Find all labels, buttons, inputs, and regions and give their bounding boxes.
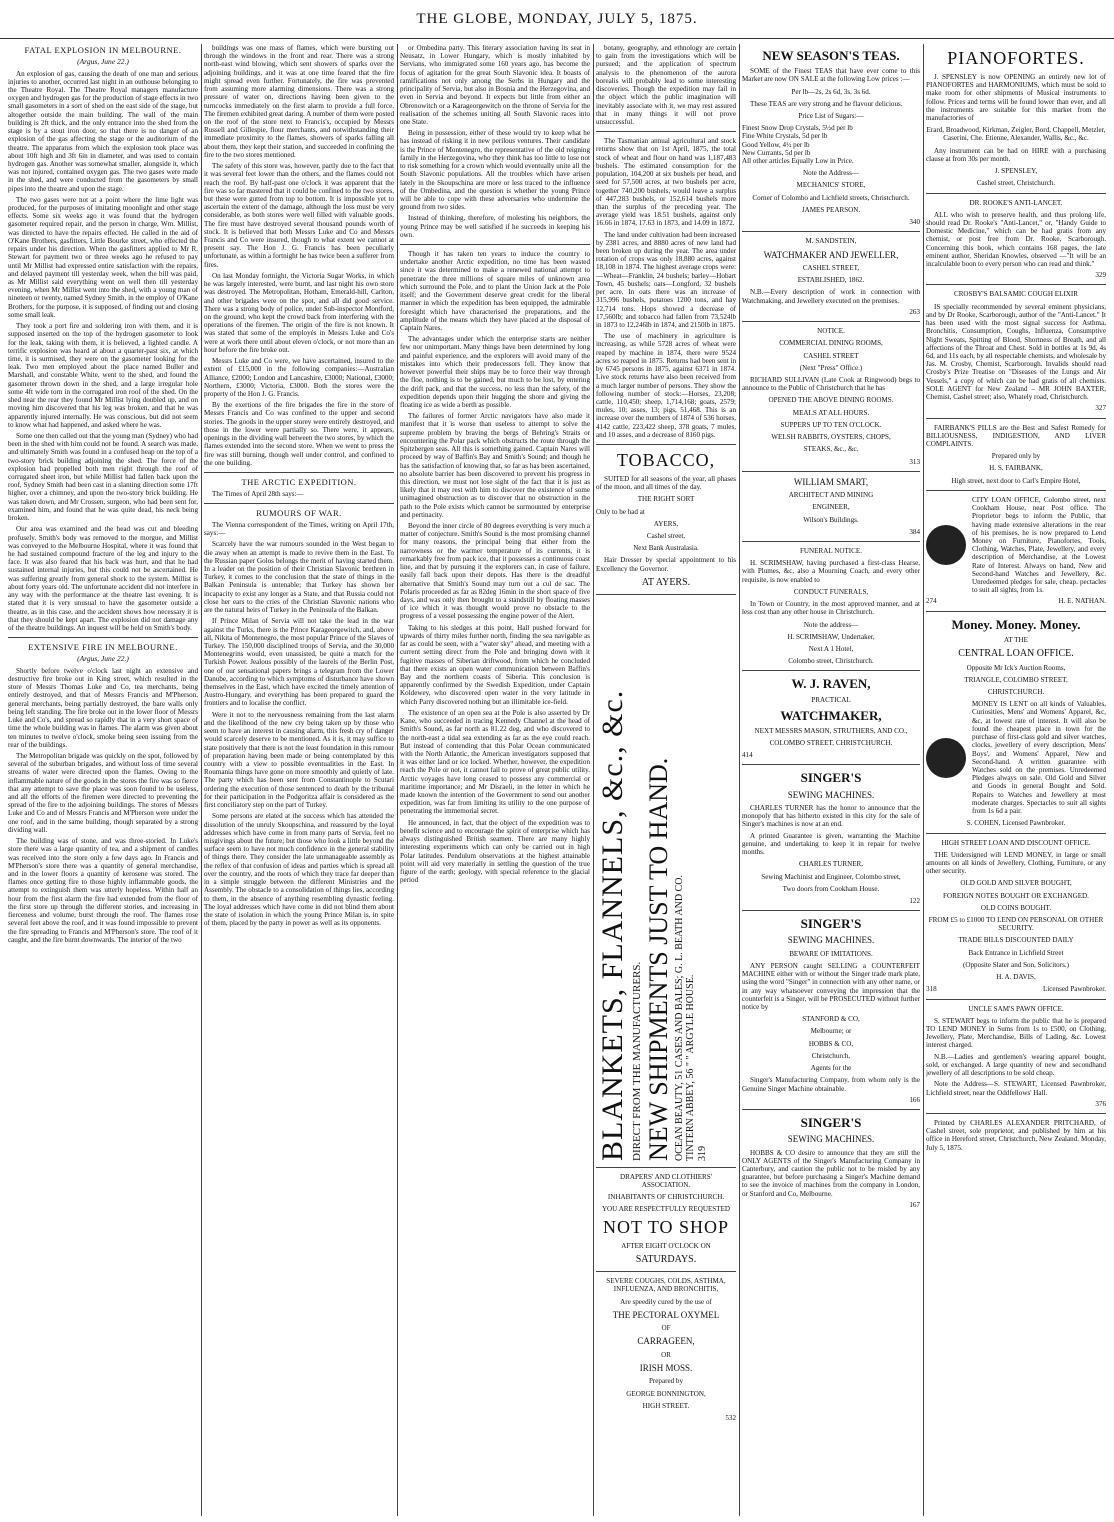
article-paragraph: The Times of April 28th says:— [212,489,304,498]
divider [596,1167,736,1168]
ad-number: 329 [1095,271,1106,280]
divider [926,1113,1106,1114]
ad-title: UNCLE SAM'S PAWN OFFICE. [968,1004,1064,1013]
ad-text: H. S. FAIRBANK, [989,464,1043,473]
ad-text: Only to be had at [596,507,645,516]
ad-text: Sewing Machinist and Engineer, Colombo street, [761,872,901,881]
ad-text: TRADE BILLS DISCOUNTED DAILY [958,936,1074,945]
ad-number: 340 [909,218,920,227]
ad-text: WELSH RABBITS, OYSTERS, CHOPS, [771,433,891,442]
divider [204,503,394,504]
ad-text: SEWING MACHINES. [787,935,875,946]
ad-title: WATCHMAKER, [780,707,882,723]
divider [596,594,736,595]
ad-text: All other articles Equally Low in Price. [742,157,854,166]
ad-title: Money. Money. Money. [951,616,1081,632]
ad-text: FAIRBANK'S PILLS are the Best and Safest Remedy for BILLIOUSNESS, INDIGESTION, AND LIVER COMPLAINTS. [926,423,1106,448]
divider [926,490,1106,491]
ad-text: Licensed Pawnbroker. [1042,985,1106,994]
ad-number: 376 [1095,1099,1106,1108]
ad-number: 274 [926,597,937,606]
ad-number: 327 [1095,404,1106,413]
article-paragraph: Messrs Luke and Co were, we have ascertained, insured to the extent of £15,000 in the following companies:—Australian Alliance, £2000; London and Lancashire, £3000; National, £3000; Northern, £3000; Victoria, £3000. Both the stores were the property of the Hon J. G. Francis. [204,357,394,398]
ad-text: H. E. NATHAN. [1058,597,1106,606]
ad-text: INHABITANTS OF CHRISTCHURCH. [607,1192,725,1201]
pawnbroker-balls-icon [926,525,966,565]
divider [596,131,736,132]
ad-text: TRIANGLE, COLOMBO STREET, [964,675,1068,684]
ad-text: YOU ARE RESPECTFULLY REQUESTED [601,1205,731,1214]
ad-text: Colombo street, Christchurch. [788,657,874,666]
ad-text: New Currants, 5d per lb [742,148,811,157]
divider [742,670,920,671]
ad-text: STEAKS, &c., &c. [803,445,859,454]
article-paragraph: By the exertions of the fire brigades the fire in the store of Messrs Francis and Co was confined to the upper and second stories. The goods in the upper storey were entirely destroyed, and those in the lower were partially so. There were, it appears, openings in the dividing wall between the two stores, by which the flames extended into the second store. When we went to press the fire was still burning, though well under control, and confined to the one building. [204,401,394,467]
divider [596,1271,736,1272]
ad-text: Cashel street, [646,532,686,541]
blankets-vertical-ad [596,601,736,1161]
article-source: (Argus, June 22.) [77,654,129,664]
divider [926,611,1106,612]
ad-number: 313 [909,457,920,466]
divider [596,444,736,445]
ad-text: CARRAGEEN, [637,1336,695,1347]
article-paragraph: The use of machinery in agriculture is increasing, as while 5728 acres of wheat were reaped by machine in 1874, there were 9524 acres so reaped in 1875. Returns had been sent in by 6745 persons in 1875, against 6371 in 1874. Live stock returns have also been received from a much larger number of persons. They show the following number of stock:—Horses, 23,208; cattle, 110,450; sheep, 1,714,168; goats, 2579; mules, 10; asses, 13; pigs, 51,468. This is an increase over the numbers of 1874 of 536 horses, 4142 cattle, 223,422 sheep, 378 goats, 7 mules, and 10 asses, and a decrease of 8160 pigs. [596,332,736,439]
ad-text: ANY PERSON caught SELLING a COUNTERFEIT MACHINE either with or without the Singer trade mark plate, using the word "Singer" in connection with any other name, or in any way whatsoever conveying the impression that the counterfeit is a Singer, will be PROSECUTED without further notice by [742,961,920,1012]
ad-text: AFTER EIGHT O'CLOCK ON [621,1242,711,1251]
ad-text: Erard, Broadwood, Kirkman, Zeigler, Bord, Chappell, Metzler, Caserini, Che. Etienne, Alexander, Wallis, &c., &c. [926,126,1106,143]
ad-number: 122 [909,896,920,905]
article-paragraph: On last Monday fortnight, the Victoria Sugar Works, in which he was largely interested, were burnt, and last night his own store was destroyed. The Metropolitan, Hotham, Emerald-hill, Carlton, and other brigades were on the spot, and all did good service. There was a strong body of police, under Sub-inspector Montford, on the ground, who kept the crowd back from interfering with the operations of the firemen. The origin of the fire is not known. It was stated that some of the employés in Messrs Luke and Co's were at work there until about eleven o'clock, or not more than an hour before the fire broke out. [204,271,394,354]
ad-text: SATURDAYS. [635,1254,697,1266]
ad-text: Next Bank Australasia. [633,544,699,553]
column-divider [201,44,202,1516]
ad-text: Any instrument can be had on HIRE with a purchasing clause at from 30s per month. [926,146,1106,163]
article-paragraph: Shortly before twelve o'clock last night an extensive and destructive fire broke out in King street, which resulted in the store of Messrs Thomas Luke and Co, tea merchants, being entirely destroyed, and that of Messrs Francis and M'Pherson, general merchants, being partially destroyed, the bare walls only being left standing. The fire broke out in the lower floor of Messrs Luke and Co's, and spread so rapidly that in a very short space of time the whole building was in flames. The alarm was given about ten minutes to twelve o'clock, smoke being seen issuing from the rear of the buildings. [8,666,198,749]
ad-text: Note the Address— [803,169,859,178]
ad-text: DIRECT FROM THE MANUFACTURERS. [630,961,643,1161]
ad-text: J. SPENSLEY, [994,167,1038,176]
tobacco-ad-title: TOBACCO, [616,450,716,471]
ad-number: 263 [909,307,920,316]
article-paragraph: or Ombedina party. This literary association having its seat in Neusatz, in Lower Hungary, which is mostly inhabited by Servians, who immigrated some 160 years ago, has become the focus of agitation for the great South Slavonic idea. It boasts of ramifications not only among the Serbs in Hungary and the principality of Servia, but also in Bosnia and the Herzegovina, and even in Servia and beyond. It expects but little from either an Obrenowitch or a Karageorgewitch on the throne of Servia for the realisation of the schemes uniting all South Slavonic races into one State. [400,44,590,126]
ad-text: FOREIGN NOTES BOUGHT OR EXCHANGED. [943,891,1089,900]
ad-text: SEWING MACHINES. [787,1134,875,1145]
ad-text: HOBBS & CO desire to announce that they are still the ONLY AGENTS of the Singer's Manufacturing Company in Canterbury, and caution the public not to be misled by any guarantee, but before purchasing a Singer's Machine demand to see the invoice of machines from the company in London, or Stanford and Co, Melbourne. [742,1148,920,1198]
article-paragraph: buildings was one mass of flames, which were bursting out through the windows in the front and rear. There was a strong north-east wind blowing, which sent showers of sparks over the adjoining buildings, and it was at one time feared that the fire might spread even further. Fortunately, the fire was prevented from assuming more alarming dimensions. There was a strong pressure of water on, directions having been given to the turncocks immediately on the first alarm to provide a full force. The firemen exhibited great daring. A number of them were posted on the roof of the store next to Francis's, occupied by Messrs Russell and Gillespie, flour merchants, and notwithstanding their immediate proximity to the flames, showers of sparks falling all about them, they kept their station, and succeeded in confining the fire to the two stores mentioned. [204,44,394,159]
divider [742,231,920,232]
ad-text: CASHEL STREET, [802,264,860,273]
ad-text: Melbourne; or [810,1027,852,1036]
ad-text: ESTABLISHED, 1862. [797,276,865,285]
ad-number: 166 [909,1095,920,1104]
article-headline: FATAL EXPLOSION IN MELBOURNE. [24,45,182,55]
article-headline: RUMOURS OF WAR. [256,508,342,519]
ad-footer [926,597,1106,605]
ad-text: CHARLES TURNER has the honor to announce that the monopoly that has hitherto existed in this city for the sale of Singer's machines is now at an end. [742,804,920,829]
ad-text: H. SCRIMSHAW, having purchased a first-class Hearse, with Plumes, &c, also a Mourning Coach, and every other requisite, is now enabled to [742,559,920,584]
ad-text: RICHARD SULLIVAN (Late Cook at Ringwood) begs to announce to the Public of Christchurch that he has [742,375,920,393]
ad-title: CROSBY'S BALSAMIC COUGH ELIXIR [953,290,1079,299]
ad-title: HIGH STREET LOAN AND DISCOUNT OFFICE. [941,838,1091,847]
column-4 [596,44,736,1516]
ad-number: 384 [909,527,920,536]
masthead-title: THE GLOBE, MONDAY, JULY 5, 1875. [416,10,698,27]
divider [926,833,1106,834]
ad-text: Price List of Sugars:— [798,111,864,120]
ad-text: Hair Dresser by special appointment to his Excellency the Governor. [596,556,736,573]
article-paragraph: The land under cultivation had been increased by 2381 acres, and 8880 acres of new land had been broken up during the year. The area under rotation of crops was only 18,880 acres, against 18,108 in 1874. The highest average crops were:—Wheat—Franklin, 24 bushels; barley—Hobart Town, 45 bushels; oats—Longford, 32 bushels per acre. In oats there was an increase of 315,996 bushels, potatoes 1200 tons, and hay 12,714 tons. Hops showed a decrease of 17,560lb; and tobacco had fallen from 73,524lb in 1873 to 12,246lb in 1874, and 2150lb in 1875. [596,230,736,329]
ad-text: S. COHEN, Licensed Pawnbroker. [966,819,1066,828]
article-paragraph: The Tasmanian annual agricultural and stock returns show that on 1st April, 1875, the total stock of wheat and flour on hand was 1,187,483 bushels. The estimated consumption for the population, 104,200 at six bushels per head, and seed for 57,500 acres, at two bushels per acre, together 740,200 bushels, would leave a surplus of 447,283 bushels, or 152,614 bushels more than the surplus of the preceding year. The average yield was 18.51 bushels, against only 16.66 in 1874, 17.63 in 1873, and 14.09 in 1872. [596,137,736,228]
article-paragraph: Being in possession, either of these would try to keep what he has instead of risking it in new perilous ventures. Their candidate is the Prince of Montenegro, the representative of the old reigning family in the Herzegovina, who they think has too little to lose not to risk something for a crown which would eventually unite all the South Slavonic populations. All the troubles which have arisen lately in the Skoupschina are more or less traced to the influence of the Ombedina, and the question is whether the young Prince will be able to cope with these adversaries who undermine the ground from two sides. [400,129,590,212]
pawn-balls-row [926,496,1106,595]
divider [926,418,1106,419]
ad-text: IS specially recommended by several eminent physicians, and by Dr Rooke, Scarborough, author of the "Anti-Lancet." It has been used with the most signal success for Asthma, Bronchitis, Consumption, Coughs, Influenza, Consumptive Night Sweats, Spitting of Blood, Shortness of Breath, and all affections of the Throat and Chest. Sold in bottles at 1s 9d, 4s 6d, and 11s each, by all respectable chemists, and wholesale by Jas. M. Crosby, Chemist, Scarborough. Invalids should read Crosby's Prize Treatise on "Diseases of the Lungs and Air Vessels," a copy of which can be had gratis of all chemists. SOLE AGENT for New Zealand – MR JOHN BAXTER, Chemist, Cashel street; also, Whately road, Christchurch. [926,302,1106,402]
ad-text: A printed Guarantee is given, warranting the Machine genuine, and undertaking to keep it in repair for twelve months. [742,831,920,857]
article-paragraph: Though it has taken ten years to induce the country to undertake another Arctic expedition, no time has been wasted since it was determined to make a renewed national attempt to penetrate the three millions of square miles of unknown area which surround the Pole, and to plant the Union Jack at the Pole itself; and the Government deserve great credit for the liberal manner in which the expedition has been equipped, the admirable foresight which have characterised the preparations, and the amplitude of the means which they have placed at the disposal of Captain Nares. [400,250,590,332]
divider [926,284,1106,285]
ad-number: 414 [742,751,753,760]
ad-text: SEWING MACHINES. [787,789,875,800]
ad-text: Singer's Manufacturing Company, from whom only is the Genuine Singer Machine obtainable. [742,1076,920,1093]
divider [742,471,920,472]
ad-text: STANFORD & CO, [802,1015,860,1024]
pawn-balls-row [926,700,1106,815]
ad-text: BEWARE OF IMITATIONS. [789,949,873,958]
ad-title: W. J. RAVEN, [791,676,871,692]
ad-text: JAMES PEARSON. [801,205,861,214]
ad-text: MONEY IS LENT on all kinds of Valuables, Curiosities, Mens' and Womens' Apparel, &c, &c, at lowest rate of interest. It will also be found the cheapest place in town for the purchase of first-class gold and silver watches, clocks, jewellery of every description, Mens' Boys', and Womens' Apparel, New and Second-hand. A written guarantee with Watches sold on the premises. Unredeemed Pledges always on sale. Old Gold and Silver and Goods in general Bought and Sold. Repairs to Watches and Jewellery at most moderate charges. Spectacles to suit all sights from 1s 6d a pair. [972,700,1106,816]
ad-text: Opposite Mr Ick's Auction Rooms, [966,663,1066,672]
ad-text: N.B.—Every description of work in connection with Watchmaking, and Jewellery executed on the premises. [742,288,920,305]
ad-text: CHRISTCHURCH. [987,688,1045,697]
ad-text: FROM £5 to £1000 TO LEND ON PERSONAL OR OTHER SECURITY. [928,916,1104,933]
article-paragraph: Some one then called out that the young man (Sydney) who had been in the shed with him could not be found. A search was made, and ultimately Smith was found in a confused heap on the top of a two-story brick building adjoining the shed. The force of the explosion had propelled both men right through the roof of corrugated sheet iron, but while Millist had fallen back upon the roof, Sydney Smith had been cast in a slanting direction some 17ft higher, over a chimney, and upon the two-story brick building. He was taken down, and Mr Crossen, surgeon, who had been sent for, examined him, and found that he was quite dead, his neck being broken. [8,431,198,523]
ad-text: CHARLES TURNER, [798,860,864,869]
article-paragraph: The safety of this store was, however, partly due to the fact that it was several feet lower than the others, and the flames could not reach the roof. By half-past one o'clock it was apparent that the fire was so far mastered that it could be confined to the two stores, but these were gutted from top to bottom. It is impossible yet to ascertain the extent of the damage, although the loss must be very considerable, as both stores were well filled with valuable goods. The fire must have destroyed several thousand pounds worth of stock. It is believed that both Messrs Luke and Co and Messrs Francis and Co were insured, though to what extent we cannot at present say. The Hon J. G. Francis has been peculiarly unfortunate, as within a fortnight he has twice been a sufferer from fires. [204,162,394,269]
ad-text: COMMERCIAL DINING ROOMS, [779,339,883,348]
article-paragraph: botany, geography, and ethnology are certain to gain from the investigations which will be pursued; and the application of spectrum analysis to the phenomenon of the aurora borealis will probably lead to some interesting discoveries. Though the expedition may fail in the object which the public imagination will inevitably associate with it, we may rest assured that in many things it will not prove unsuccessful. [596,44,736,126]
ad-title: SINGER'S [800,1114,862,1130]
ad-text: SUPPERS UP TO TEN O'CLOCK. [780,420,882,429]
ad-text: MEALS AT ALL HOURS. [792,408,870,417]
ad-text: AT AYERS. [641,576,691,588]
ad-text: Corner of Colombo and Lichfield streets, Christchurch. [752,193,910,202]
article-paragraph: They took a port fire and soldering iron with them, and it is supposed inserted on the top of the hydrogen gasometer to look for the leak, taking with them, it is believed, a lighted candle. A terrific explosion was heard at about a quarter-past six, at which time, it is surmised, they were on the gasometer looking for the leak. Two men employed about the place named Buller and Marshall, and constable White, went to the shed, and found the gasometer thrown down in the shed, and a large irregular hole some 4ft wide torn in the corrugated iron roof of the shed. On the shed near the rear they found Mr Millist lying doubled up, and on moving him discovered that his leg was broken, and that he was apparently injured internally. He was conscious, but did not seem to know what had happened, and asked where he was. [8,322,198,429]
article-headline: EXTENSIVE FIRE IN MELBOURNE. [28,642,178,653]
ad-text: HIGH STREET. [642,1401,690,1410]
ad-text: Good Yellow, 4½ per lb [742,140,810,149]
ad-text: CITY LOAN OFFICE, Colombo street, next Cookham House, near Post office. The Proprietor begs to inform the Public, that having made extensive alterations in the rear of his premises, he is now prepared to Lend Money on Furniture, Pianofortes, Tools, Clothing, Watches, Plate, Jewellery, and every description of Merchandise, at the Lowest Rate of Interest. Always on hand, New and Second-hand Watches and Jewellery, &c. Unredeemed pledges for sale, cheap. pectacles to suit all sights, from 1s. [972,495,1106,595]
ad-text: NOTICE. [817,327,845,336]
ad-text: SEVERE COUGHS, COLDS, ASTHMA, INFLUENZA, AND BRONCHITIS, [606,1277,726,1294]
ad-text: OLD COINS BOUGHT. [980,903,1052,912]
ad-text: H. A. DAVIS, [996,973,1036,982]
article-paragraph: The advantages under which the enterprise starts are neither few nor unimportant. Many things have been determined by long and painful experience, and the explorers will avoid many of the mistakes into which their predecessors fell. They know that however powerful their ships may be to force their way through the floe, nothing is to be gained, but much to be lost, by entering the drift pack, and that the success, no less than the safety, of the expedition depends upon their hugging the shore and giving the floating ice as wide a berth as possible. [400,335,590,409]
ad-title: NEW SEASON'S TEAS. [762,48,900,63]
ad-text: FUNERAL NOTICE. [799,547,862,556]
ad-text: Per lb—2s, 2s 6d, 3s, 3s 6d. [791,87,871,96]
ad-text: Next A 1 Hotel, [808,645,854,654]
ad-text: CENTRAL LOAN OFFICE. [958,647,1074,659]
ad-text: AT THE [1004,635,1028,644]
column-1 [8,44,198,1516]
ad-text: Back Entrance in Lichfield Street [968,948,1064,957]
ad-text: Prepared by [648,1377,684,1386]
ad-text: OR [661,1350,671,1359]
article-paragraph: The building was of stone, and was three-storied. In Luke's store there was a large quantity of tea, and a shipment of candles was received into the store only a few days ago. In Francis and M'Pherson's store there was a quantity of general merchandise, and in the lower floors a quantity of kerosene was stored. The flames once getting fire to those highly inflammable goods, the attempt to extinguish them was utterly hopeless. Within half an hour from the first alarm the fire had extended from the floor of the first store up through the different stories, and increasing in fierceness and volume, burst through the roof. The flames rose several feet above the roof, and it was found impossible to prevent the fire spreading to Francis and M'Pherson's store. The roof of it caught, and the fire burnt downwards. The interior of the two [8,837,198,944]
ad-title: PIANOFORTES. [947,48,1085,68]
ad-text: ARCHITECT AND MINING [788,491,874,500]
divider [742,764,920,765]
ad-text: H. SCRIMSHAW, Undertaker, [787,632,875,641]
article-paragraph: Some persons are elated at the success which has attended the dissolution of the unruly Skoupschina, and reassured by the loyal addresses which have come in from many parts of Servia, feel no misgivings about the future; but those who look a little beyond the surface seem to have not much confidence in the general stability of things there. They consider the late unmanageable assembly as the reflex of that confusion of ideas and parties which is spread all over the country, and the roots of which they trace far deeper than in a simple struggle between the different Ministries and the Assembly. The obstacle to a consolidation of things lies, according to them, in the absence of anything resembling dynastic feeling. The loyal addresses which have come in did not blind them about the state of isolation in which the young Prince Milan is, in spite of them, placed by the party in power as well as its opponents. [204,812,394,928]
pawnbroker-balls-icon [926,738,966,778]
column-3 [400,44,590,1516]
ad-text: (Next "Press" Office.) [799,363,863,372]
divider [742,541,920,542]
ad-text: J. SPENSLEY is now OPENING an entirely new lot of PIANOFORTES and HARMONIUMS, which must be sold to make room for other shipments of Musical instruments to follow. Prices and terms will be found lower than ever, and all the instruments are suitable for this market from the manufactories of [926,72,1106,122]
ad-text: OLD GOLD AND SILVER BOUGHT, [960,879,1072,888]
ad-text: TINTERN ABBEY, 56 " " ARGYLE HOUSE. [685,974,697,1161]
ad-text: THE PECTORAL OXYMEL [612,1309,720,1320]
article-paragraph: If Prince Milan of Servia will not take the lead in the war against the Turks, there is the Prince Karageorgewitch, and, above all, Nikita of Montenegro, the most popular Prince of the Slaves of Turkey. The 150,000 disciplined troops of Servia, and the 30,000 Montenegrins would, even unassisted, be quite a match for the Turkish Power. Jealous possibly of the laurels of the Berlin Post, one of our sensational papers brings a telegram from the Lower Danube, according to which symptoms of disturbance have shown themselves in the East, which have excited the timely attention of Austro-Hungary, and everything has been prepared to guard the frontiers and to localise the conflict. [204,617,394,708]
ad-text: High street, next door to Carl's Empire Hotel, [951,476,1081,485]
ad-text: Cashel street, Christchurch. [976,179,1056,188]
ad-text: Finest Snow Drop Crystals, 5½d per lb [742,124,853,133]
article-paragraph: Our area was examined and the head was cut and bleeding profusely. Smith's body was removed to the morgue, and Millist was conveyed to the Melbourne Hospital, where it was found that he had sustained compound fracture of the leg and injury to the face. It was also feared that his back was hurt, and that he had sustained internal injuries, but this could not be ascertained. He was suffering greatly from general shock to the system. Millist is about forty years old. The unfortunate accident did not interfere in any way with the performance at the theatre last evening. It is stated that it is very unusual to have the gasometer outside a theatre, as in this case, and the accident shows how necessary it is that they should be kept apart. The explosion did not damage any of the theatre buildings. An inquest will be held on Smith's body. [8,525,198,632]
divider [400,244,590,245]
ad-text: Wilson's Buildings. [803,515,859,524]
article-paragraph: Scarcely have the war rumours sounded in the West began to die away when an attempt is made to revive them in the East. To the Russian paper Golos belongs the merit of having started them. In a leader on the position of their Christian Slavonic brethren in Turkey, it comes to the conclusion that the state of things in the Balkan Peninsula is untenable; that Turkey has shown her incapacity to exist any longer as a State, and that Russia could not close her ears to the cries of the Christian Slavonic nations who are the natural heirs of Turkey in the Peninsula of the Balkan. [204,540,394,615]
ad-text: SOME of the Finest TEAS that have ever come to this Market are now ON SALE at the following Low prices :— [742,67,920,84]
ad-text: PRACTICAL [811,695,851,704]
ad-title: SINGER'S [800,916,862,932]
ad-text: CASHEL STREET [803,351,859,360]
ad-text: Are speedily cured by the use of [620,1297,712,1306]
article-paragraph: The failures of former Arctic navigators have also made it manifest that it is worse than useless to attempt to solve the supreme problem by braving the bergs of Behring's Straits or encountering the Polar pack which obstructs the route through the Spitzbergen seas. All this is something gained. Captain Nares will proceed by way of Baffin's Bay and Smith's Sound; and though he has the satisfaction of knowing that, so far as has been ascertained, no absolute barrier has been discovered to prevent his progress in this direction, we must not lose sight of the fact that it is just as likely that it may rest with him to discover the existence of some unimagined obstruction as to discover that no obstruction in the path to the Pole exists which cannot be surmounted by enterprise and pertinacity. [400,412,590,519]
column-divider [397,44,398,1516]
article-paragraph: Beyond the inner circle of 80 degrees everything is very much a matter of conjecture. Smith's Sound is the most promising channel for many reasons, the principal being that either from the narrowness or the warmer temperature of its currents, it is remarkably free from pack ice, that it possesses a continuous coast line, and that by pursuing it the explorers can, in case of failure, easily fall back upon their depots. Has there is the dreadful alternative that Smith's Sound may turn out a cul de sac. The Polaris proceeded as far as 82deg 16min in the short space of five days, and was only then brought to a standstill by floating masses of ice which it was thought would prove no obstacle to the progress of a vessel possessing the engine power of the Alert. [400,522,590,621]
ad-text: S. STEWART begs to inform the public that he is prepared TO LEND MONEY in Sums from 1s to £500, on Clothing, Jewellery, Plate, Merchandise, Bills of Lading, &c. Lowest interest charged. [926,1016,1106,1050]
ad-number: 167 [909,1200,920,1209]
divider [742,1109,920,1110]
ad-text: CONDUCT FUNERALS, [793,587,869,596]
ad-title: DR. ROOKE'S ANTI-LANCET. [969,198,1063,207]
ad-text: OF [661,1324,671,1333]
ad-text: Two doors from Cookham House. [782,884,880,893]
article-source: (Argus, June 22.) [77,56,129,66]
ad-text: THE RIGHT SORT [637,495,695,504]
ad-text: OPENED THE ABOVE DINING ROOMS. [768,396,894,405]
ad-text: Christchurch, [811,1051,851,1060]
ad-text: M. SANDSTEIN, [805,237,857,246]
ad-text: AYERS, [653,519,679,528]
column-2 [204,44,394,1516]
article-paragraph: An explosion of gas, causing the death of one man and serious injuries to another, occurred last night in an outhouse belonging to the Theatre Royal. The Theatre Royal managers manufacture oxygen and hydrogen gas for the production of stage effects in two small gasometers in a sort of shed on the east side of the stage, but altogether outside the main building. The wall of the main building is 2ft thick, and the only entrance into the shed from the stage is by a stout iron door, so that there is no danger of an explosion of the gas affecting the stage or the auditorium of the theatre. The apparatus from which the explosion took place was about 10ft high and 3ft 6in in diameter, and was used to contain hydrogen gas. Another was somewhat smaller, alongside it, which was not injured, contained oxygen gas. The two gases were made in the shed, and were conducted from the gasometers by small pipes into the theatre and upon the stage. [8,69,198,193]
column-divider [593,44,594,1516]
divider [742,910,920,911]
ad-text: Note the Address—S. STEWART, Licensed Pawnbroker, Lichfield street, near the Oddfellows' Hall. [926,1080,1106,1097]
ad-text: Agents for the [810,1064,852,1073]
ad-text: N.B.—Ladies and gentlemen's wearing apparel bought, sold, or exchanged. A large quantity of new and secondhand jewellery of all descriptions to be sold cheap. [926,1052,1106,1078]
ad-text: DRAPERS' AND CLOTHIERS' ASSOCIATION. [619,1172,713,1189]
article-paragraph: Instead of thinking, therefore, of molesting his neighbors, the young Prince may be well satisfied if he succeeds in keeping his own. [400,214,590,239]
ad-text: HOBBS & CO, [808,1039,854,1048]
column-5 [742,44,920,1516]
ad-text: GEORGE BONNINGTON, [626,1389,706,1398]
column-divider [923,44,924,1516]
divider [926,999,1106,1000]
ad-text: WATCHMAKER AND JEWELLER, [763,249,899,260]
column-divider [739,44,740,1516]
ad-text: MECHANICS' STORE, [796,181,866,190]
ad-text: BLANKETS, FLANNELS, &c., &c. [596,689,629,1161]
ad-number: 319 [696,1145,708,1161]
ad-text: NEXT MESSRS MASON, STRUTHERS, AND CO., [754,726,908,735]
divider [926,193,1106,194]
article-paragraph: The Metropolitan brigade was quickly on the spot, followed by several of the suburban brigades, and without loss of time several streams of water were directed upon the flames. Owing to the inflammable nature of the goods in the stores the fire was so fierce that any attempt to save the place was soon found to be useless, and all the efforts of the firemen were directed to preventing the spread of the fire to the adjoining buildings. The stores of Messrs Luke and Co and of Messrs Francis and M'Pherson were under the one roof, and in the same building, though separated by a strong dividing wall. [8,751,198,834]
ad-text: These TEAS are very strong and he flavour delicious. [750,99,903,108]
ad-text: OCEAN BEAUTY, 51 CASES AND BALES; G. L. BEATH AND CO. [673,874,685,1161]
ad-text: ALL who wish to preserve health, and thus prolong life, should read Dr. Rooke's "Anti-Lancet," or, "Handy Guide to Domestic Medicine," which can be had gratis from any chemist, or post free from Dr. Rooke, Scarborough. Concerning this book, which contains 168 pages, the late eminent author, Sheridan Knowles, observed —"It will be an incalculable boon to every person who can read and think." [926,210,1106,269]
ad-number: 318 [926,985,937,994]
ad-text: COLOMBO STREET, CHRISTCHURCH. [769,739,893,748]
article-paragraph: The two gases were not at a point where the lime light was produced, for the purposes of imitating moonlight and other stage effects. Some six weeks ago it was found that the hydrogen gasometer required repair, and the person in charge, Wm. Millist, was directed to have the repairs effected. He called in the aid of O'Kane Brothers, gasfitters, Little Bourke street, who effected the repairs under his direction. When the gasfitters applied to Mr R. Stewart for payment two or three weeks ago he refused to pay until Mr Millist had expressed entire satisfaction with the repairs, and delayed payment till yesterday week, when the bill was paid, as Mr Millist said everything went on well then till yesterday evening, when Mr Millist went into the shed, with a young man of nineteen or twenty, named Sydney Smith, in the employ of O'Kane Brothers, for the purpose, it is supposed, of finding out and closing some small leak. [8,195,198,319]
article-paragraph: Were it not to the nervousness remaining from the last alarm and the likelihood of the new cry being taken up by those who seem to have an interest in causing alarm, this fresh cry of danger would scarcely deserve to be mentioned. As it is, it may suffice to state positively that there is not the least foundation in this rumour of preparation having been made or being contemplated by this country with a view to possible eventualities in the East. In Roumania things have gone on more smoothly and quietly of late. The party which has been sent from Constantinople to Scutari ordering the execution of those sentenced to death by the tribunal for their participation in the Podgoritza affair is considered as the first conciliatory step on the part of Turkey. [204,710,394,810]
article-paragraph: The Vienna correspondent of the Times, writing on April 17th, says:— [204,520,394,538]
ad-footer [926,985,1106,993]
ad-text: ENGINEER, [812,503,850,512]
divider [8,637,198,638]
divider [204,472,394,473]
article-paragraph: He announced, in fact, that the object of the expedition was to benefit science and to encourage the spirit of enterprise which has always distinguished British seamen. There are many highly interesting experiments which can only be carried out in high Polar latitudes. Pendulum observations at the highest attainable point will aid very materially in settling the question of the true figure of the earth; geology, with special reference to the glacial period [400,818,590,885]
ad-text: In Town or Country, in the most approved manner, and at less cost than any other house in Christchurch. [742,600,920,617]
ad-text: Prepared only by [991,452,1041,461]
ad-text: NOT TO SHOP [602,1217,730,1238]
article-paragraph: The existence of an open sea at the Pole is also asserted by Dr Kane, who succeeded in tracing Kennedy Channel at the head of Smith's Sound, as far north as 81.22 deg, and who discovered to the north-east a tidal sea extending as far as the eye could reach. But instead of contending that this Polar Ocean communicated with the North Atlantic, the American investigators supposed that it was either land or ice locked. Whether, however, the expedition reach the Pole or not, it cannot fail to prove of great public utility. Arctic voyages have long ceased to possess any commercial or maritime importance; and Mr Disraeli, in the letter in which he made known the intention of the Government to send out another expedition, was far from limiting its utility to the one purpose of penetrating the immemorial secret. [400,708,590,816]
article-headline: THE ARCTIC EXPEDITION. [241,476,357,487]
imprint: Printed by CHARLES ALEXANDER PRITCHARD, of Cashel street, sole proprietor, and published by him at his office in Hereford street, Christchurch, New Zealand. Monday, July 5, 1875. [926,1118,1106,1152]
ad-text: NEW SHIPMENTS JUST TO HAND. [643,757,673,1161]
ad-text: Fine White Crystals, 5d per lb [742,132,828,141]
ad-text: Note the address— [803,620,859,629]
ad-text: SUITED for all seasons of the year, all phases of the moon, and all times of the day. [596,474,736,492]
divider [742,321,920,322]
ad-title: SINGER'S [800,770,862,786]
ad-text: WILLIAM SMART, [793,476,869,487]
ad-number: 532 [725,1414,736,1423]
column-6 [926,44,1106,1516]
ad-text: IRISH MOSS. [639,1363,693,1374]
ad-text: (Opposite Slater and Son, Solicitors.) [962,960,1069,969]
article-paragraph: Taking to his sledges at this point, Hall pushed forward for upwards of thirty miles further north, finding the sea navigable as far as could be seen, with a "water sky" ahead, and meeting with a current setting direct from the Pole and bringing down with it fugitive masses of Siberian driftwood, from which he concluded that there exists an open water communication between Baffin's Bay and the northern coasts of Siberia. This conclusion is apparently confirmed by the Swedish Expedition, under Captain Koldewey, who discovered open water in the very latitude in which Parry discovered nothing but an illimitable ice-field. [400,623,590,706]
ad-text: THE Undersigned will LEND MONEY, in large or small amounts on all kinds of Jewellery, Clothing, Furniture, or any other security. [926,850,1106,876]
masthead [0,0,1114,39]
